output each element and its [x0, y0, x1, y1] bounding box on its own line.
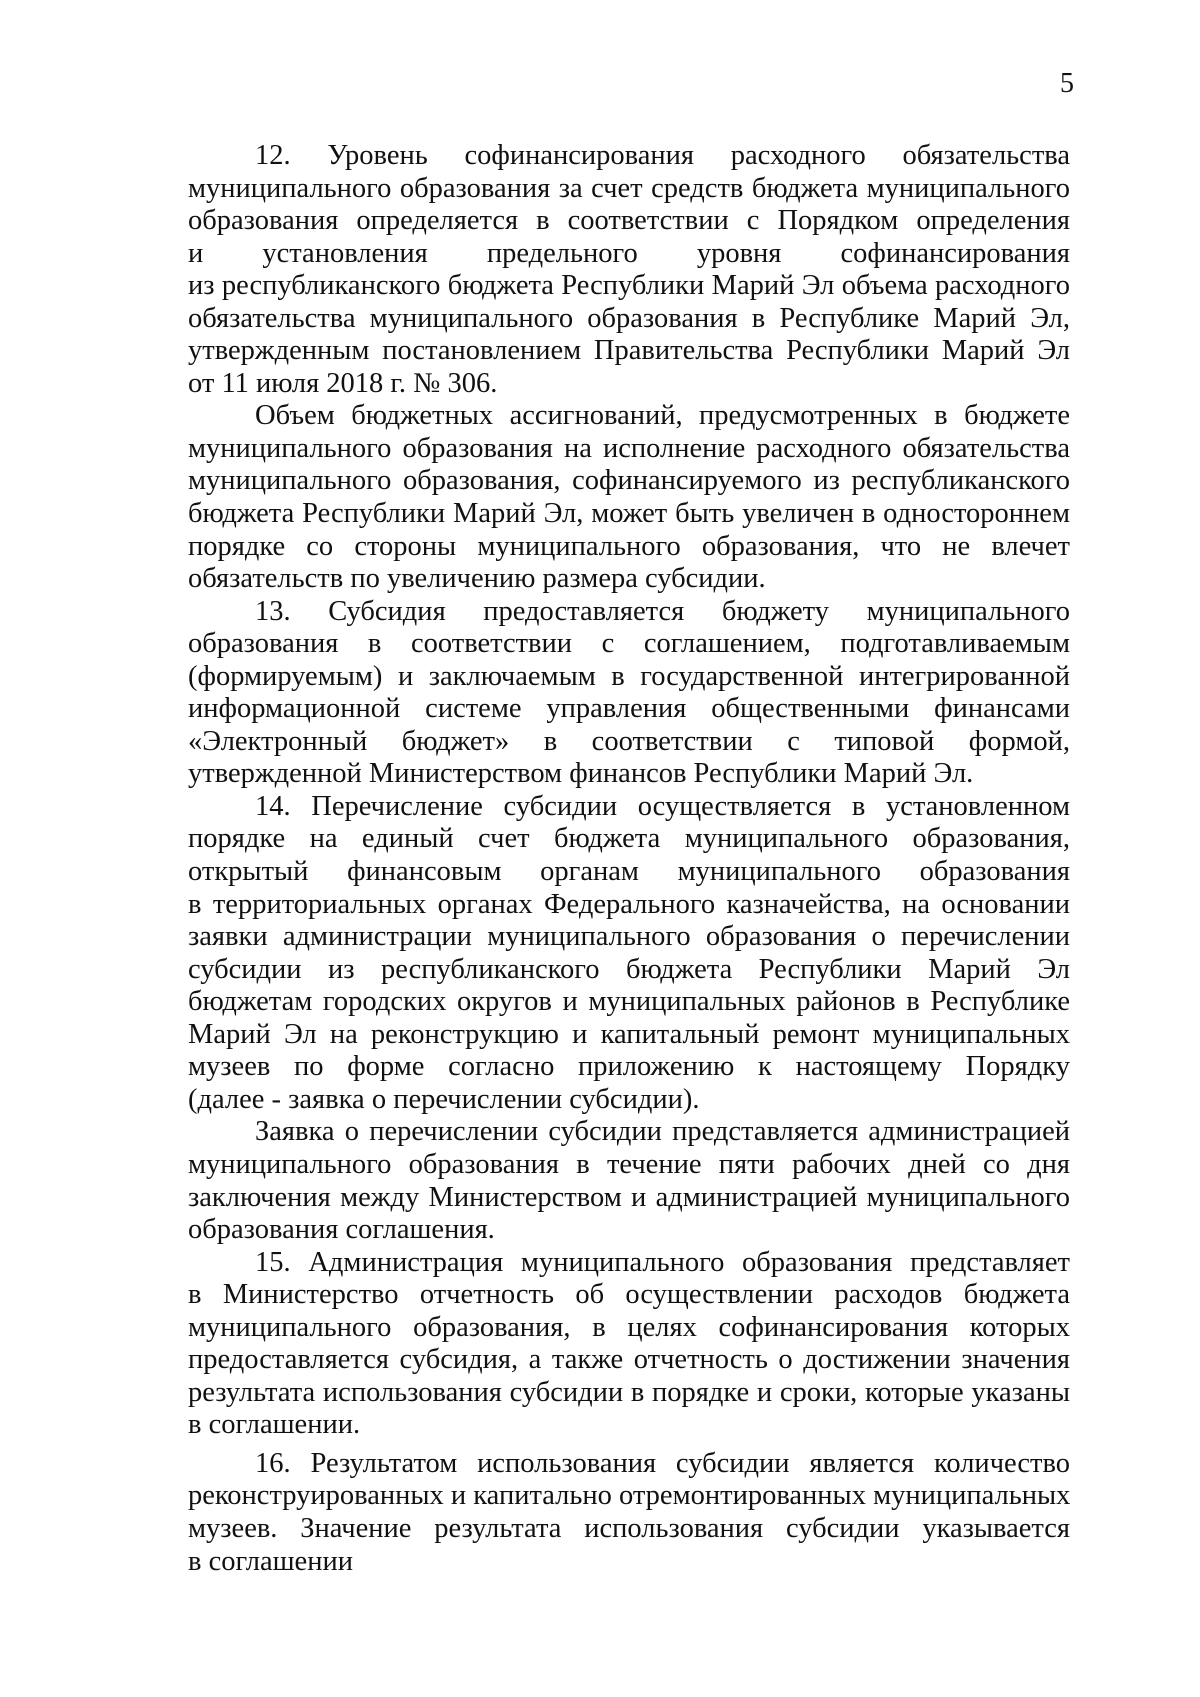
text-line: образования соглашения.	[188, 1214, 495, 1246]
text-line: музеев. Значение результата использования субсидии указывается	[188, 1512, 1070, 1544]
text-line: муниципального образования за счет средств бюджета муниципального	[188, 172, 1070, 204]
text-line: в Министерство отчетность об осуществлении расходов бюджета	[188, 1279, 1070, 1311]
text-line: 16. Результатом использования субсидии является количество	[255, 1447, 1070, 1479]
paragraph-14-application	[188, 1116, 1070, 1246]
text-line: 12. Уровень софинансирования расходного обязательства	[255, 140, 1070, 171]
text-line: заявки администрации муниципального образования о перечислении	[188, 921, 1070, 953]
text-line: заключения между Министерством и администрацией муниципального	[188, 1181, 1070, 1213]
text-line: 14. Перечисление субсидии осуществляется в установленном	[255, 790, 1070, 822]
text-line: результата использования субсидии в порядке и сроки, которые указаны	[188, 1376, 1070, 1408]
text-line: 13. Субсидия предоставляется бюджету муниципального	[255, 595, 1070, 627]
text-line: Заявка о перечислении субсидии представляется администрацией	[255, 1116, 1070, 1148]
text-line: обязательств по увеличению размера субсидии.	[188, 563, 766, 595]
text-line: бюджетам городских округов и муниципальных районов в Республике	[188, 986, 1070, 1018]
text-line: образования в соответствии с соглашением, подготавливаемым	[188, 628, 1070, 660]
document-body	[188, 140, 1070, 1578]
text-line: (далее - заявка о перечислении субсидии).	[188, 1083, 700, 1115]
text-line: бюджета Республики Марий Эл, может быть увеличен в одностороннем	[188, 498, 1070, 530]
text-line: порядке на единый счет бюджета муниципального образования,	[188, 823, 1070, 855]
text-line: в соглашении.	[188, 1409, 361, 1441]
paragraph-13	[188, 596, 1070, 791]
text-line: утвержденным постановлением Правительства Республики Марий Эл	[188, 335, 1070, 367]
text-line: от 11 июля 2018 г. № 306.	[188, 367, 498, 399]
text-line: 15. Администрация муниципального образования представляет	[255, 1246, 1070, 1278]
paragraph-16	[188, 1448, 1070, 1578]
text-line: Марий Эл на реконструкцию и капитальный ремонт муниципальных	[188, 1018, 1070, 1050]
text-line: (формируемым) и заключаемым в государственной интегрированной	[188, 660, 1070, 692]
text-line: в территориальных органах Федерального казначейства, на основании	[188, 888, 1070, 920]
text-line: субсидии из республиканского бюджета Республики Марий Эл	[188, 953, 1070, 985]
text-line: порядке со стороны муниципального образования, что не влечет	[188, 530, 1070, 562]
text-line: реконструированных и капитально отремонтированных муниципальных	[188, 1480, 1071, 1512]
text-line: образования определяется в соответствии с Порядком определения	[188, 205, 1070, 237]
paragraph-14	[188, 791, 1070, 1116]
text-line: предоставляется субсидия, а также отчетность о достижении значения	[188, 1344, 1070, 1376]
text-line: муниципального образования на исполнение расходного обязательства	[188, 432, 1070, 464]
text-line: в соглашении	[188, 1545, 353, 1577]
paragraph-15	[188, 1247, 1070, 1442]
text-line: муниципального образования, софинансируемого из республиканского	[188, 465, 1070, 497]
text-line: информационной системе управления общественными финансами	[188, 693, 1070, 725]
text-line: обязательства муниципального образования в Республике Марий Эл,	[188, 302, 1070, 334]
text-line: «Электронный бюджет» в соответствии с типовой формой,	[188, 725, 1070, 757]
paragraph-12	[188, 140, 1070, 400]
page-number: 5	[1060, 68, 1074, 99]
text-line: и установления предельного уровня софинансирования	[188, 237, 1070, 269]
text-line: из республиканского бюджета Республики Марий Эл объема расходного	[188, 270, 1070, 302]
text-line: муниципального образования, в целях софинансирования которых	[188, 1311, 1070, 1343]
text-line: музеев по форме согласно приложению к настоящему Порядку	[188, 1051, 1070, 1083]
text-line: утвержденной Министерством финансов Республики Марий Эл.	[188, 758, 974, 790]
text-line: открытый финансовым органам муниципального образования	[188, 856, 1070, 888]
text-line: Объем бюджетных ассигнований, предусмотренных в бюджете	[255, 400, 1070, 432]
paragraph-12-budget-allocation	[188, 400, 1070, 595]
text-line: муниципального образования в течение пяти рабочих дней со дня	[188, 1148, 1070, 1180]
